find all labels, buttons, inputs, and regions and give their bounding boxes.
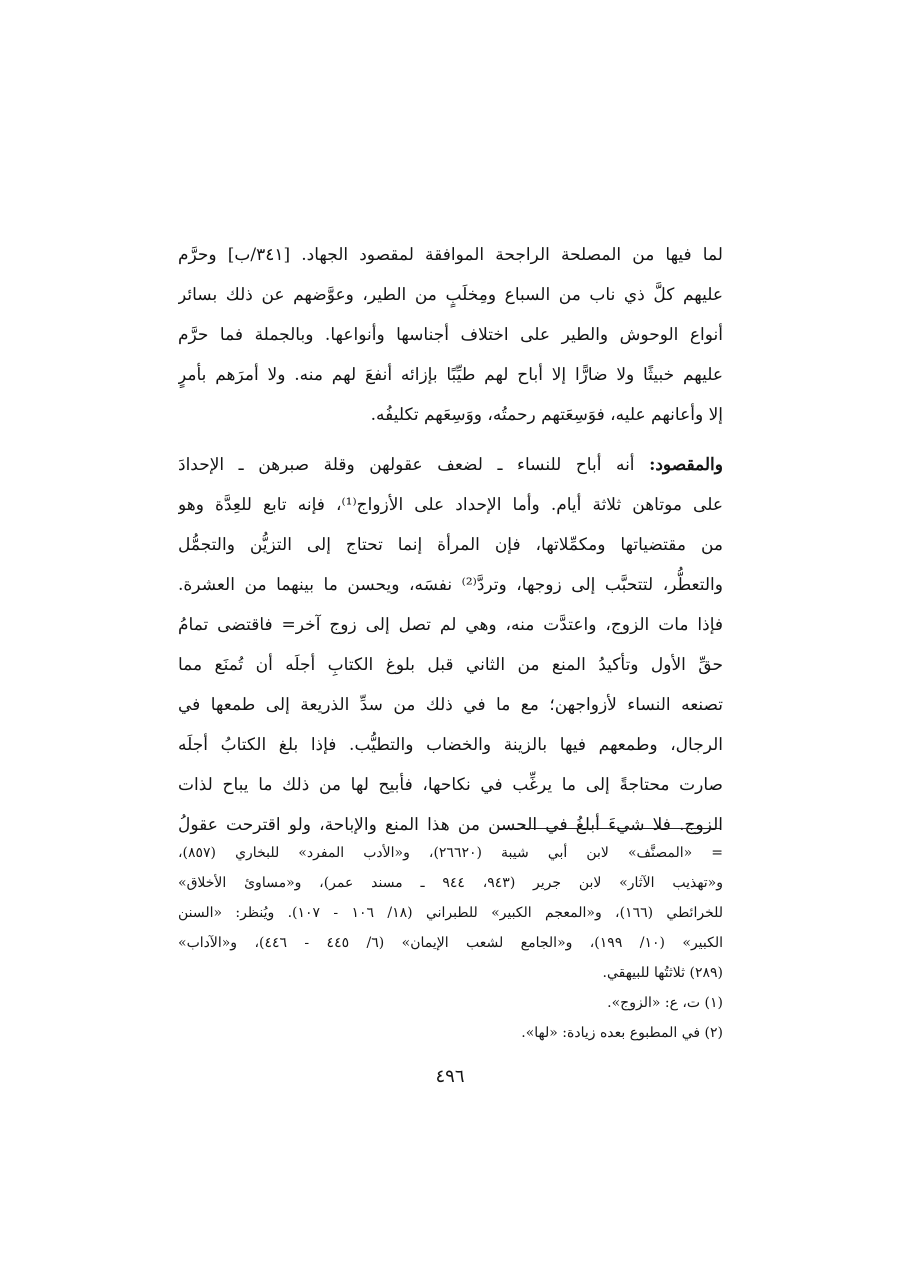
text-line: لما فيها من المصلحة الراجحة الموافقة لمقصود الجهاد. [٣٤١/ب] وحرَّم [178,245,723,265]
text-line: أنواع الوحوش والطير على اختلاف أجناسها وأنواعها. وبالجملة فما حرَّم [178,325,723,345]
paragraph-lead: والمقصود: [649,455,723,475]
text-line: من مقتضياتها ومكمِّلاتها، فإن المرأة إنما تحتاج إلى التزيُّن والتجمُّل [178,535,723,555]
text-line: إلا وأعانهم عليه، فوَسِعَتهم رحمتُه، ووَسِعَهم تكليفُه. [370,405,723,425]
text-line: عليهم خبيثًا ولا ضارًّا إلا أباح لهم طيِّبًا بإزائه أنفعَ لهم منه. ولا أمرَهم بأمرٍ [178,365,723,385]
text-line: والتعطُّر، لتتحبَّب إلى زوجها، وتردَّ⁽²⁾ نفسَه، ويحسن ما بينهما من العشرة. [178,575,723,595]
text-line: حقِّ الأول وتأكيدُ المنع من الثاني قبل بلوغ الكتابِ أجلَه أن تُمنَع مما [178,655,723,675]
footnote-line: للخرائطي (١٦٦)، و«المعجم الكبير» للطبراني (١٨/ ١٠٦ - ١٠٧). ويُنظر: «السنن [178,905,723,921]
footnote-line: (٢٨٩) ثلاثتُها للبيهقي. [602,965,723,981]
footnote-separator [498,828,720,829]
text-line: عليهم كلَّ ذي ناب من السباع ومِخلَبٍ من الطير، وعوَّضهم عن ذلك بسائر [178,285,723,305]
footnote-1: (١) ت، ع: «الزوج». [607,995,723,1011]
paragraph-first-line-rest: أنه أباح للنساء ـ لضعف عقولهن وقلة صبرهن ـ الإحدادَ [178,455,650,475]
main-text [178,235,723,845]
text-line: فإذا مات الزوج، واعتدَّت منه، وهي لم تصل إلى زوج آخر= فاقتضى تمامُ [178,615,723,635]
text-line: الزوج. فلا شيءَ أبلغُ في الحسن من هذا المنع والإباحة، ولو اقترحت عقولُ [178,815,723,835]
text-line: صارت محتاجةً إلى ما يرغِّب في نكاحها، فأبيح لها من ذلك ما يباح لذات [178,775,723,795]
text-line: الرجال، وطمعهم فيها بالزينة والخضاب والتطيُّب. فإذا بلغ الكتابُ أجلَه [178,735,723,755]
footnote-line: و«تهذيب الآثار» لابن جرير (٩٤٣، ٩٤٤ ـ مسند عمر)، و«مساوئ الأخلاق» [178,875,723,891]
text-line [178,445,723,485]
footnotes [178,838,723,1048]
footnote-line: الكبير» (١٠/ ١٩٩)، و«الجامع لشعب الإيمان» (٦/ ٤٤٥ - ٤٤٦)، و«الآداب» [178,935,723,951]
text-line: تصنعه النساء لأزواجهن؛ مع ما في ذلك من سدِّ الذريعة إلى طمعها في [178,695,723,715]
page-number: ٤٩٦ [435,1066,465,1087]
paragraph-gap [178,435,723,445]
footnote-2: (٢) في المطبوع بعده زيادة: «لها». [521,1025,723,1041]
text-line: على موتاهن ثلاثة أيام. وأما الإحداد على الأزواج⁽¹⁾، فإنه تابع للعِدَّة وهو [178,495,723,515]
footnote-line: = «المصنَّف» لابن أبي شيبة (٢٦٦٢٠)، و«الأدب المفرد» للبخاري (٨٥٧)، [178,845,723,861]
